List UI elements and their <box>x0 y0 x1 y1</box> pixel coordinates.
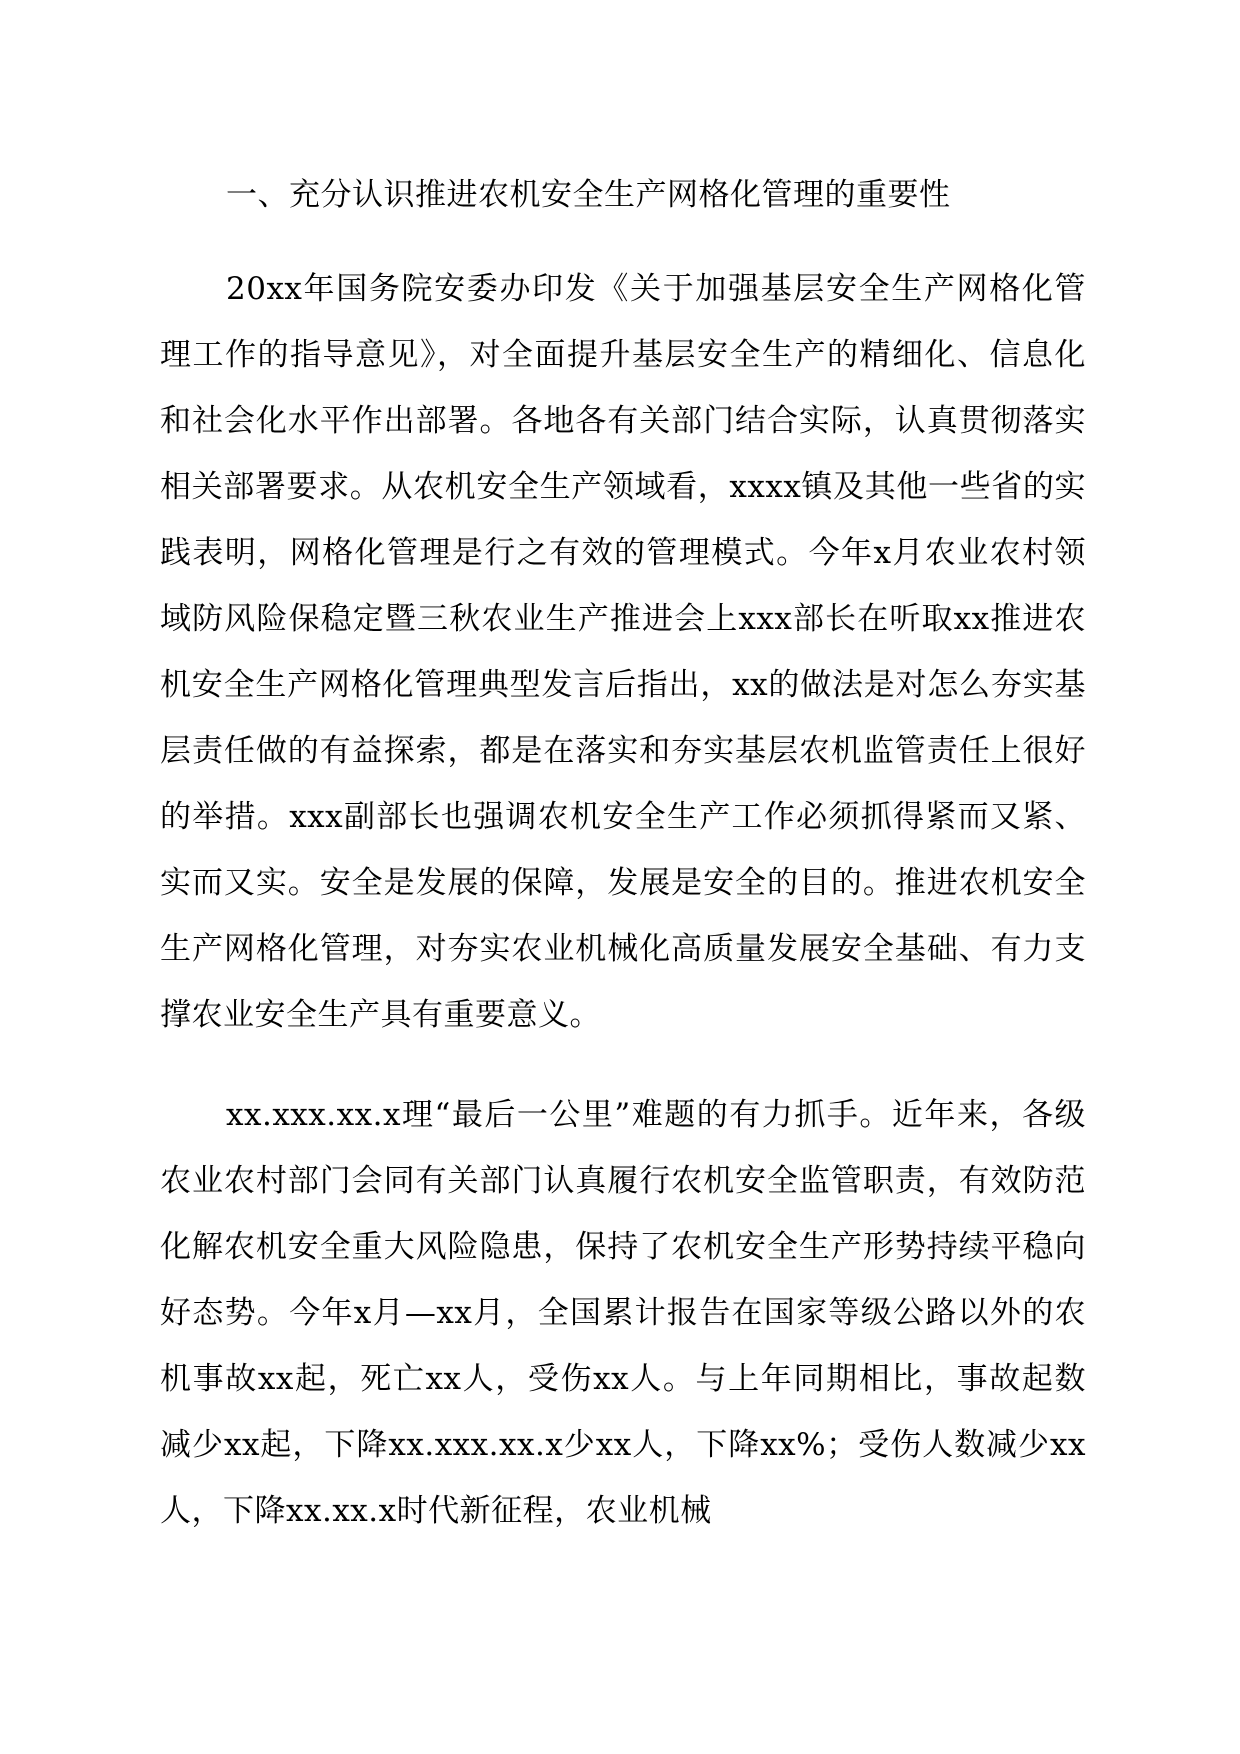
document-body <box>160 162 1086 1578</box>
body-paragraph-2: xx.xxx.xx.x理“最后一公里”难题的有力抓手。近年来，各级农业农村部门会同有关部门认真履行农机安全监管职责，有效防范化解农机安全重大风险隐患，保持了农机安全生产形势持续平稳向好态势。今年x月—xx月，全国累计报告在国家等级公路以外的农机事故xx起，死亡xx人，受伤xx人。与上年同期相比，事故起数减少xx起，下降xx.xxx.xx.x少xx人，下降xx%；受伤人数减少xx人，下降xx.xx.x时代新征程，农业机械 <box>160 1097 1086 1529</box>
body-paragraph-1: 20xx年国务院安委办印发《关于加强基层安全生产网格化管理工作的指导意见》，对全面提升基层安全生产的精细化、信息化和社会化水平作出部署。各地各有关部门结合实际，认真贯彻落实相关部署要求。从农机安全生产领域看，xxxx镇及其他一些省的实践表明，网格化管理是行之有效的管理模式。今年x月农业农村领域防风险保稳定暨三秋农业生产推进会上xxx部长在听取xx推进农机安全生产网格化管理典型发言后指出，xx的做法是对怎么夯实基层责任做的有益探索，都是在落实和夯实基层农机监管责任上很好的举措。xxx副部长也强调农机安全生产工作必须抓得紧而又紧、实而又实。安全是发展的保障，发展是安全的目的。推进农机安全生产网格化管理，对夯实农业机械化高质量发展安全基础、有力支撑农业安全生产具有重要意义。 <box>160 271 1086 1033</box>
section-heading: 一、充分认识推进农机安全生产网格化管理的重要性 <box>226 177 951 213</box>
